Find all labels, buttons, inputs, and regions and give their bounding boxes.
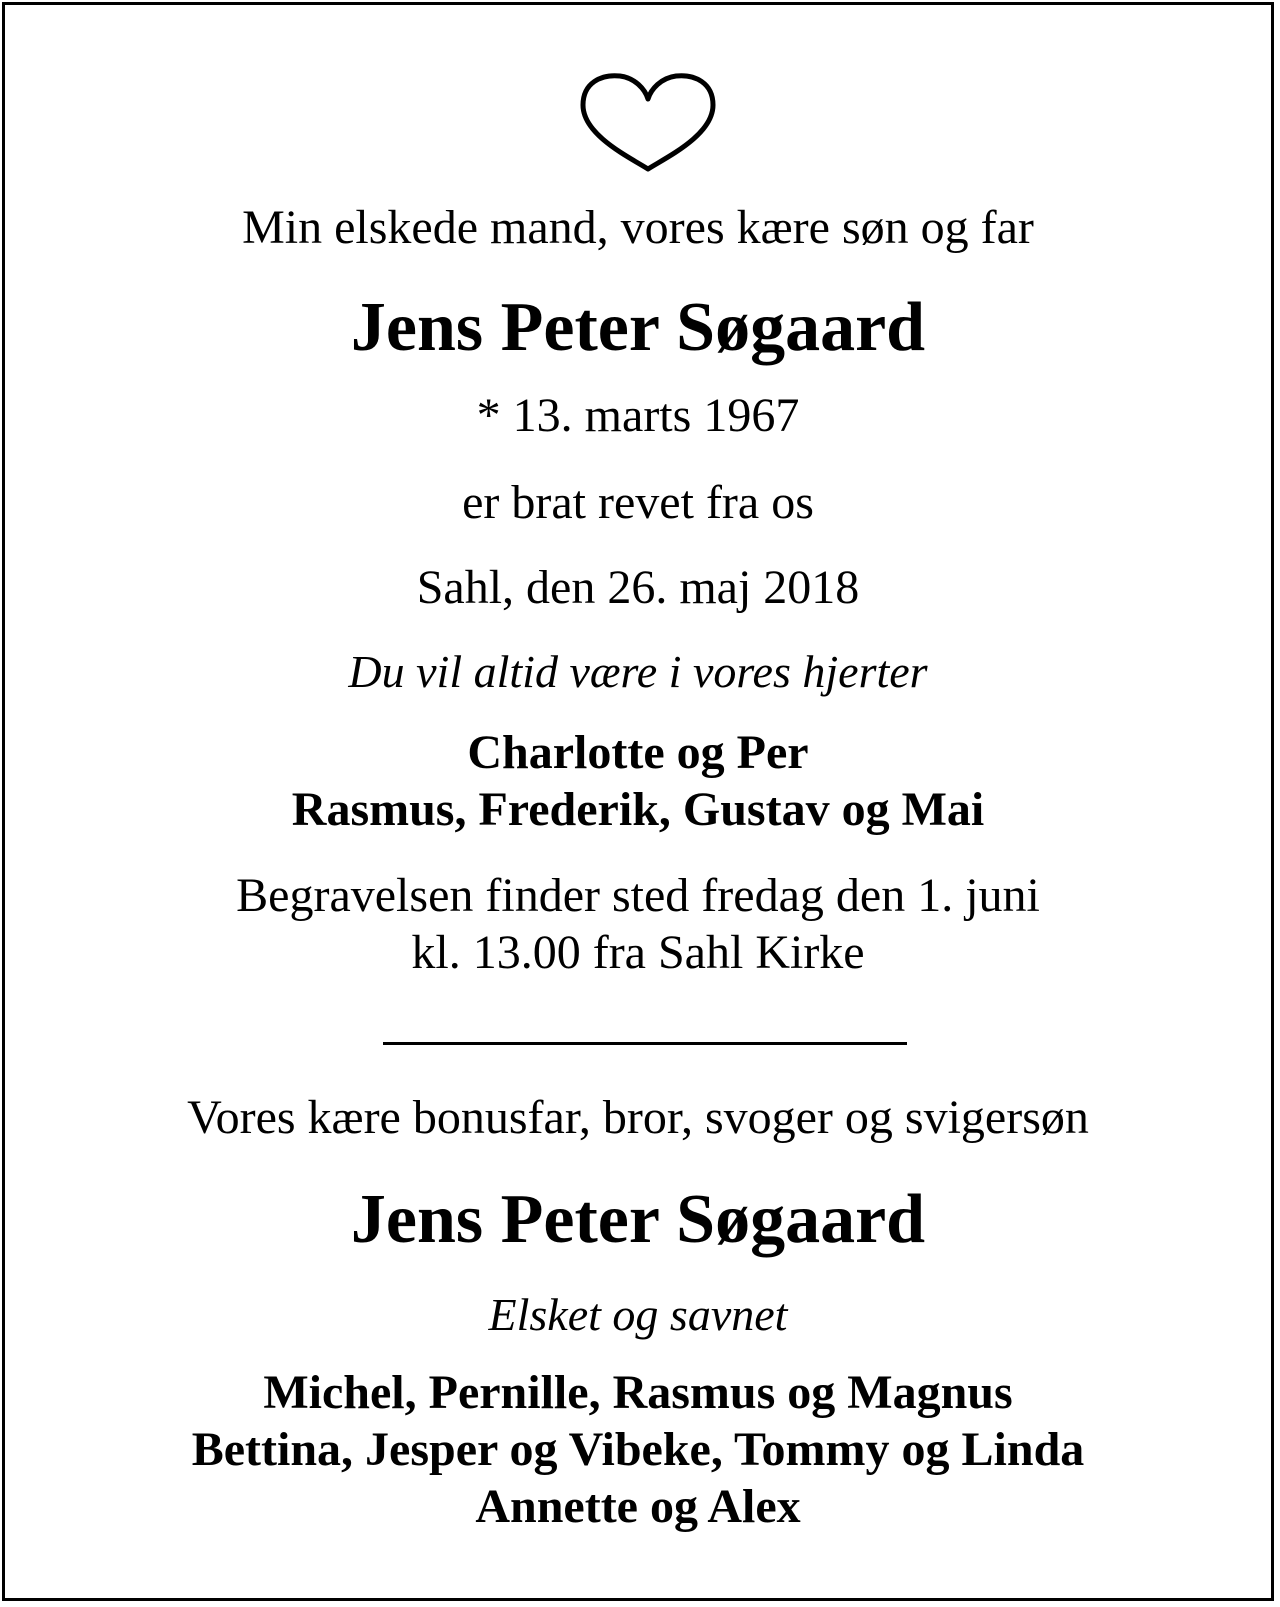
notice2-family-line-1: Michel, Pernille, Rasmus og Magnus: [263, 1366, 1013, 1419]
notice2-quote: Elsket og savnet: [488, 1289, 788, 1340]
notice2-deceased-name: Jens Peter Søgaard: [350, 1181, 926, 1258]
notice1-phrase: er brat revet fra os: [462, 476, 814, 529]
notice2-family-line-3: Annette og Alex: [475, 1480, 801, 1533]
notice1-family-line-2: Rasmus, Frederik, Gustav og Mai: [291, 783, 985, 836]
notice1-funeral-line-1: Begravelsen finder sted fredag den 1. juni: [236, 869, 1040, 922]
notice1-deceased-name: Jens Peter Søgaard: [350, 289, 926, 366]
notice1-family-line-1: Charlotte og Per: [467, 726, 809, 779]
notice1-birth-date: * 13. marts 1967: [476, 389, 800, 442]
notice2-intro: Vores kære bonusfar, bror, svoger og svigersøn: [187, 1091, 1089, 1144]
notice1-quote: Du vil altid være i vores hjerter: [348, 646, 928, 697]
divider-line: [383, 1042, 907, 1045]
notice1-place-date: Sahl, den 26. maj 2018: [416, 561, 860, 614]
notice1-intro: Min elskede mand, vores kære søn og far: [242, 201, 1034, 254]
obituary-notice: [2, 2, 1274, 1601]
notice1-funeral-line-2: kl. 13.00 fra Sahl Kirke: [411, 926, 865, 979]
heart-icon: [575, 69, 721, 175]
notice2-family-line-2: Bettina, Jesper og Vibeke, Tommy og Linda: [191, 1423, 1085, 1476]
